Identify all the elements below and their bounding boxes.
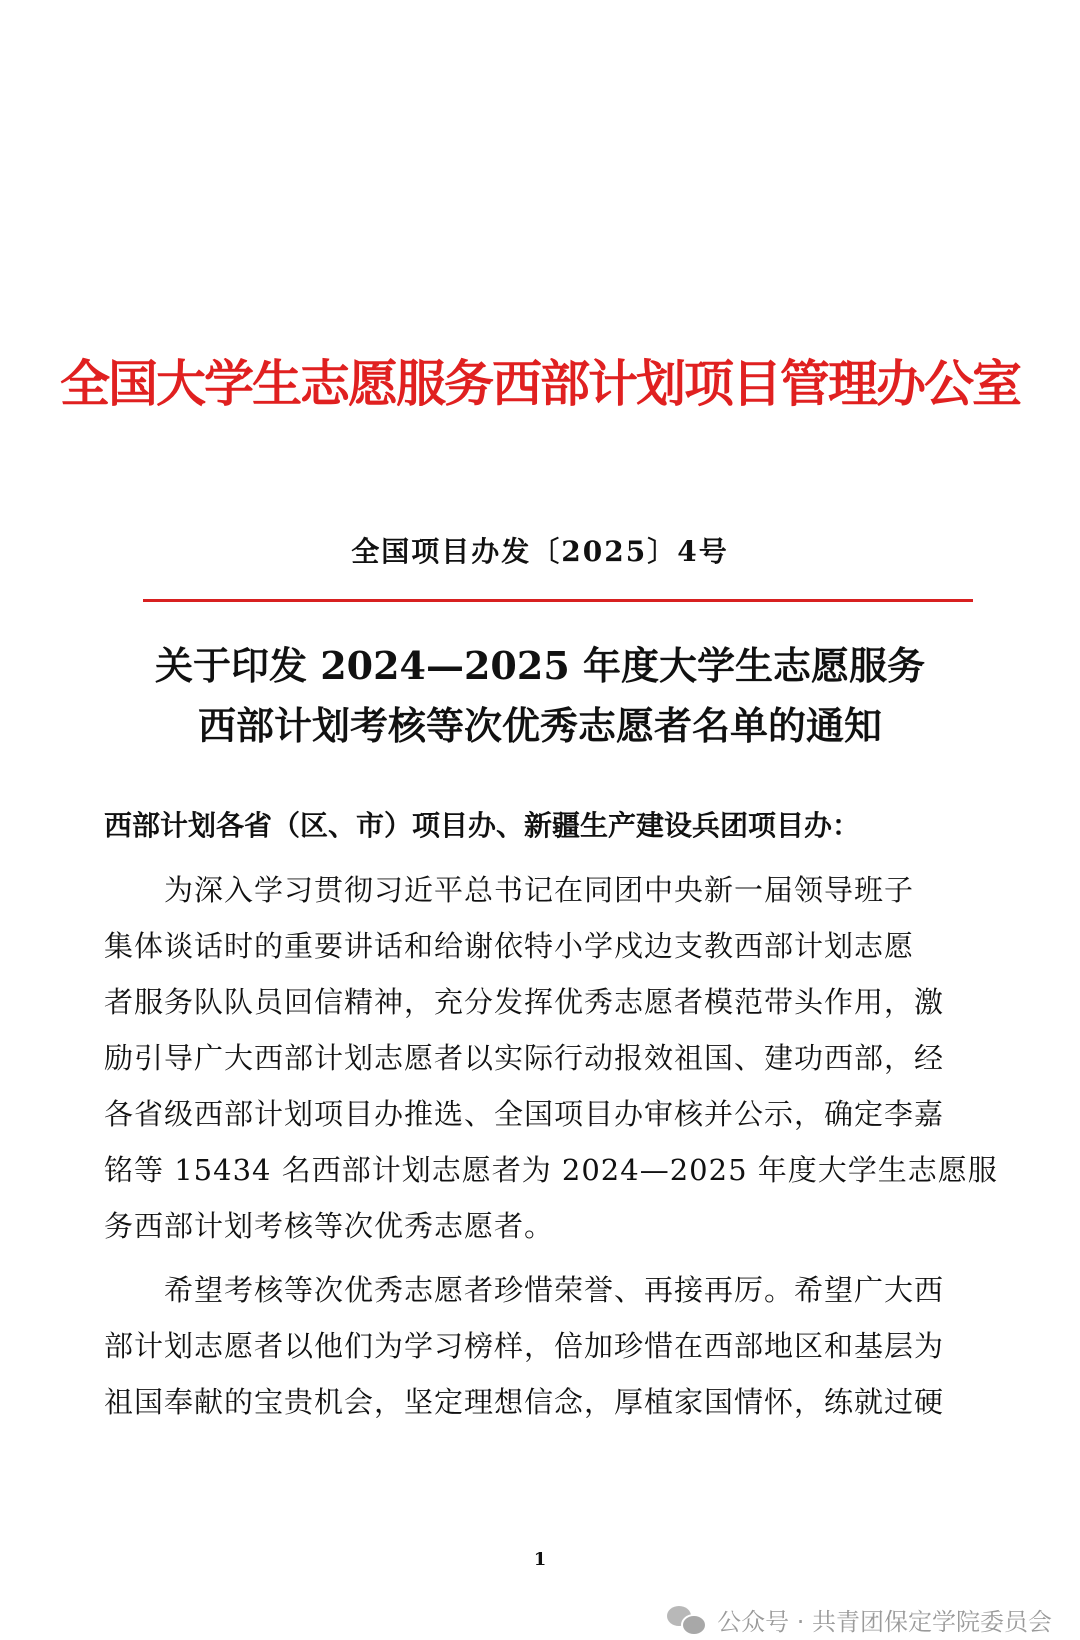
paragraph-line: 铭等 15434 名西部计划志愿者为 2024—2025 年度大学生志愿服 — [104, 1153, 998, 1187]
body-paragraph-1 — [104, 862, 1004, 1254]
paragraph-line: 祖国奉献的宝贵机会，坚定理想信念，厚植家国情怀，练就过硬 — [104, 1385, 945, 1419]
title-line-1: 关于印发 2024—2025 年度大学生志愿服务 — [155, 643, 925, 688]
page-number: 1 — [533, 1549, 547, 1570]
document-number: 全国项目办发〔2025〕4号 — [351, 535, 729, 568]
paragraph-line: 部计划志愿者以他们为学习榜样，倍加珍惜在西部地区和基层为 — [104, 1329, 945, 1363]
title-line-2: 西部计划考核等次优秀志愿者名单的通知 — [197, 703, 882, 748]
watermark-text: 公众号 · 共青团保定学院委员会 — [717, 1607, 1052, 1636]
salutation: 西部计划各省（区、市）项目办、新疆生产建设兵团项目办： — [104, 809, 861, 842]
paragraph-line: 集体谈话时的重要讲话和给谢依特小学戍边支教西部计划志愿 — [104, 929, 915, 963]
document-title — [60, 636, 1020, 756]
wechat-watermark — [667, 1602, 1052, 1636]
paragraph-line: 励引导广大西部计划志愿者以实际行动报效祖国、建功西部，经 — [104, 1041, 945, 1075]
wechat-icon — [667, 1604, 707, 1634]
issuing-office-masthead: 全国大学生志愿服务西部计划项目管理办公室 — [60, 355, 1020, 413]
paragraph-line: 各省级西部计划项目办推选、全国项目办审核并公示，确定李嘉 — [104, 1097, 945, 1131]
paragraph-line: 务西部计划考核等次优秀志愿者。 — [104, 1209, 555, 1243]
paragraph-line: 希望考核等次优秀志愿者珍惜荣誉、再接再厉。希望广大西 — [164, 1273, 945, 1307]
red-divider-line — [143, 599, 973, 602]
paragraph-line: 为深入学习贯彻习近平总书记在同团中央新一届领导班子 — [164, 873, 915, 907]
body-paragraph-2 — [104, 1262, 1004, 1430]
paragraph-line: 者服务队队员回信精神，充分发挥优秀志愿者模范带头作用，激 — [104, 985, 945, 1019]
